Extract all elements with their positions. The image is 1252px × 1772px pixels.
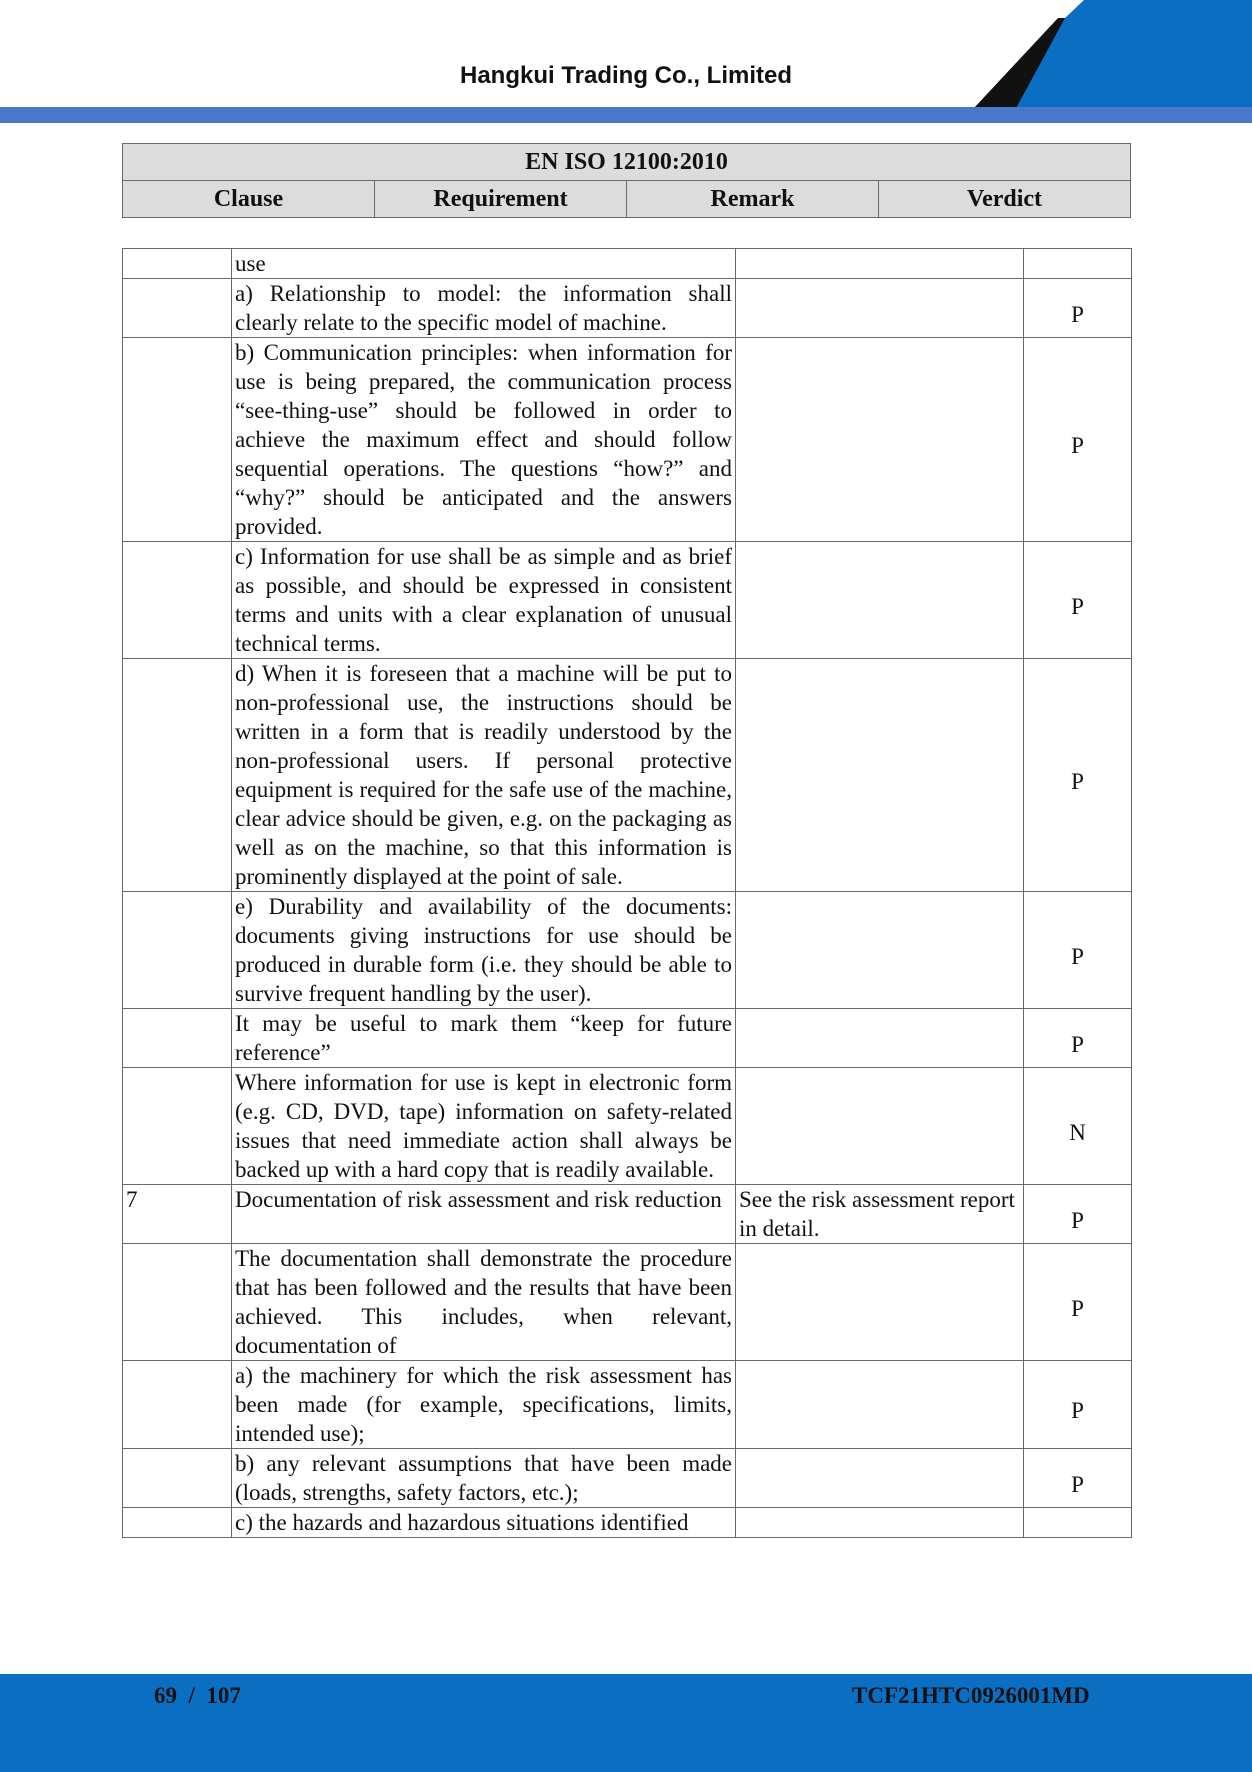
requirement-cell bbox=[232, 542, 736, 659]
requirement-text: a) Relationship to model: the information shall clearly relate to the specific model of machine. bbox=[235, 281, 732, 335]
table-row bbox=[123, 1361, 1132, 1449]
requirement-text: e) Durability and availability of the documents: documents giving instructions for use should be produced in durable form (i.e. they should be able to survive frequent handling by the user). bbox=[235, 894, 732, 1006]
requirement-cell bbox=[232, 1361, 736, 1449]
table-row bbox=[123, 542, 1132, 659]
requirement-text: It may be useful to mark them “keep for future reference” bbox=[235, 1011, 732, 1065]
remark-cell bbox=[736, 1449, 1024, 1508]
table-row bbox=[123, 892, 1132, 1009]
table-row bbox=[123, 1508, 1132, 1538]
remark-text: See the risk assessment report in detail. bbox=[739, 1187, 1015, 1241]
table-row bbox=[123, 1244, 1132, 1361]
requirement-cell bbox=[232, 1009, 736, 1068]
requirement-text: use bbox=[235, 251, 266, 276]
report-number: TCF21HTC0926001MD bbox=[852, 1683, 1090, 1708]
requirement-cell bbox=[232, 892, 736, 1009]
clause-cell bbox=[123, 338, 232, 542]
requirement-cell bbox=[232, 1068, 736, 1185]
verdict-text: P bbox=[1071, 593, 1084, 619]
verdict-cell bbox=[1024, 542, 1132, 659]
requirement-text: c) Information for use shall be as simple and as brief as possible, and should be expressed in consistent terms and units with a clear explanation of unusual technical terms. bbox=[235, 544, 732, 656]
remark-cell bbox=[736, 892, 1024, 1009]
remark-cell bbox=[736, 1068, 1024, 1185]
remark-cell bbox=[736, 338, 1024, 542]
requirement-cell bbox=[232, 1244, 736, 1361]
verdict-cell bbox=[1024, 249, 1132, 279]
verdict-text: P bbox=[1071, 301, 1084, 327]
verdict-cell bbox=[1024, 659, 1132, 892]
clause-cell bbox=[123, 1361, 232, 1449]
header-band bbox=[0, 107, 1252, 123]
verdict-cell bbox=[1024, 338, 1132, 542]
requirement-text: b) any relevant assumptions that have been made (loads, strengths, safety factors, etc.); bbox=[235, 1451, 732, 1505]
requirement-cell bbox=[232, 249, 736, 279]
remark-cell bbox=[736, 1185, 1024, 1244]
verdict-cell bbox=[1024, 1449, 1132, 1508]
requirement-cell bbox=[232, 338, 736, 542]
requirements-rows bbox=[123, 249, 1132, 1538]
remark-cell bbox=[736, 542, 1024, 659]
requirement-text: c) the hazards and hazardous situations identified bbox=[235, 1510, 689, 1535]
standard-header-table bbox=[122, 143, 1131, 218]
verdict-cell bbox=[1024, 279, 1132, 338]
remark-cell bbox=[736, 1009, 1024, 1068]
requirement-text: a) the machinery for which the risk assessment has been made (for example, specifications, limits, intended use); bbox=[235, 1363, 732, 1446]
remark-cell bbox=[736, 659, 1024, 892]
verdict-text: P bbox=[1071, 1471, 1084, 1497]
remark-cell bbox=[736, 1508, 1024, 1538]
table-row bbox=[123, 338, 1132, 542]
clause-cell bbox=[123, 1185, 232, 1244]
verdict-text: P bbox=[1071, 433, 1084, 458]
verdict-text: P bbox=[1071, 1207, 1084, 1233]
clause-cell bbox=[123, 1009, 232, 1068]
verdict-text: P bbox=[1071, 1398, 1084, 1423]
page-number: 69 / 107 bbox=[154, 1683, 241, 1708]
table-row bbox=[123, 1185, 1132, 1244]
table-row bbox=[123, 1068, 1132, 1185]
clause-cell bbox=[123, 542, 232, 659]
clause-cell bbox=[123, 1508, 232, 1538]
verdict-text: P bbox=[1071, 1295, 1084, 1321]
clause-cell bbox=[123, 659, 232, 892]
verdict-cell bbox=[1024, 892, 1132, 1009]
requirement-cell bbox=[232, 659, 736, 892]
verdict-cell bbox=[1024, 1068, 1132, 1185]
verdict-cell bbox=[1024, 1185, 1132, 1244]
clause-cell bbox=[123, 1244, 232, 1361]
requirement-cell bbox=[232, 1185, 736, 1244]
verdict-cell bbox=[1024, 1508, 1132, 1538]
requirement-text: Documentation of risk assessment and risk reduction bbox=[235, 1187, 722, 1212]
column-header-clause: Clause bbox=[123, 181, 375, 218]
company-name: Hangkui Trading Co., Limited bbox=[459, 62, 792, 89]
column-header-remark: Remark bbox=[627, 181, 879, 218]
clause-cell bbox=[123, 892, 232, 1009]
requirement-text: The documentation shall demonstrate the procedure that has been followed and the results that have been achieved. This includes, when relevant, documentation of bbox=[235, 1246, 732, 1358]
verdict-cell bbox=[1024, 1361, 1132, 1449]
clause-cell bbox=[123, 249, 232, 279]
requirement-cell bbox=[232, 279, 736, 338]
verdict-cell bbox=[1024, 1009, 1132, 1068]
requirement-text: d) When it is foreseen that a machine will be put to non-professional use, the instructions should be written in a form that is readily understood by the non-professional users. If personal protective equipment is required for the safe use of the machine, clear advice should be given, e.g. on the packaging as well as on the machine, so that this information is prominently displayed at the point of sale. bbox=[235, 661, 732, 889]
clause-cell bbox=[123, 1068, 232, 1185]
verdict-text: P bbox=[1071, 943, 1084, 969]
requirement-cell bbox=[232, 1508, 736, 1538]
table-row bbox=[123, 659, 1132, 892]
column-header-verdict: Verdict bbox=[879, 181, 1131, 218]
table-row bbox=[123, 1009, 1132, 1068]
verdict-text: N bbox=[1069, 1119, 1086, 1145]
column-header-requirement: Requirement bbox=[375, 181, 627, 218]
requirement-text: b) Communication principles: when information for use is being prepared, the communication process “see-thing-use” should be followed in order to achieve the maximum effect and should follow sequential operations. The questions “how?” and “why?” should be anticipated and the answers provided. bbox=[235, 340, 732, 539]
clause-cell bbox=[123, 279, 232, 338]
clause-cell bbox=[123, 1449, 232, 1508]
remark-cell bbox=[736, 1361, 1024, 1449]
remark-cell bbox=[736, 279, 1024, 338]
requirements-table bbox=[122, 248, 1132, 1538]
table-row bbox=[123, 279, 1132, 338]
remark-cell bbox=[736, 1244, 1024, 1361]
verdict-text: P bbox=[1071, 768, 1084, 794]
requirement-cell bbox=[232, 1449, 736, 1508]
standard-title: EN ISO 12100:2010 bbox=[123, 144, 1131, 181]
clause-text: 7 bbox=[126, 1187, 138, 1212]
table-row bbox=[123, 1449, 1132, 1508]
table-row bbox=[123, 249, 1132, 279]
verdict-cell bbox=[1024, 1244, 1132, 1361]
remark-cell bbox=[736, 249, 1024, 279]
requirement-text: Where information for use is kept in electronic form (e.g. CD, DVD, tape) information on safety-related issues that need immediate action shall always be backed up with a hard copy that is readily available. bbox=[235, 1070, 732, 1182]
verdict-text: P bbox=[1071, 1031, 1084, 1057]
